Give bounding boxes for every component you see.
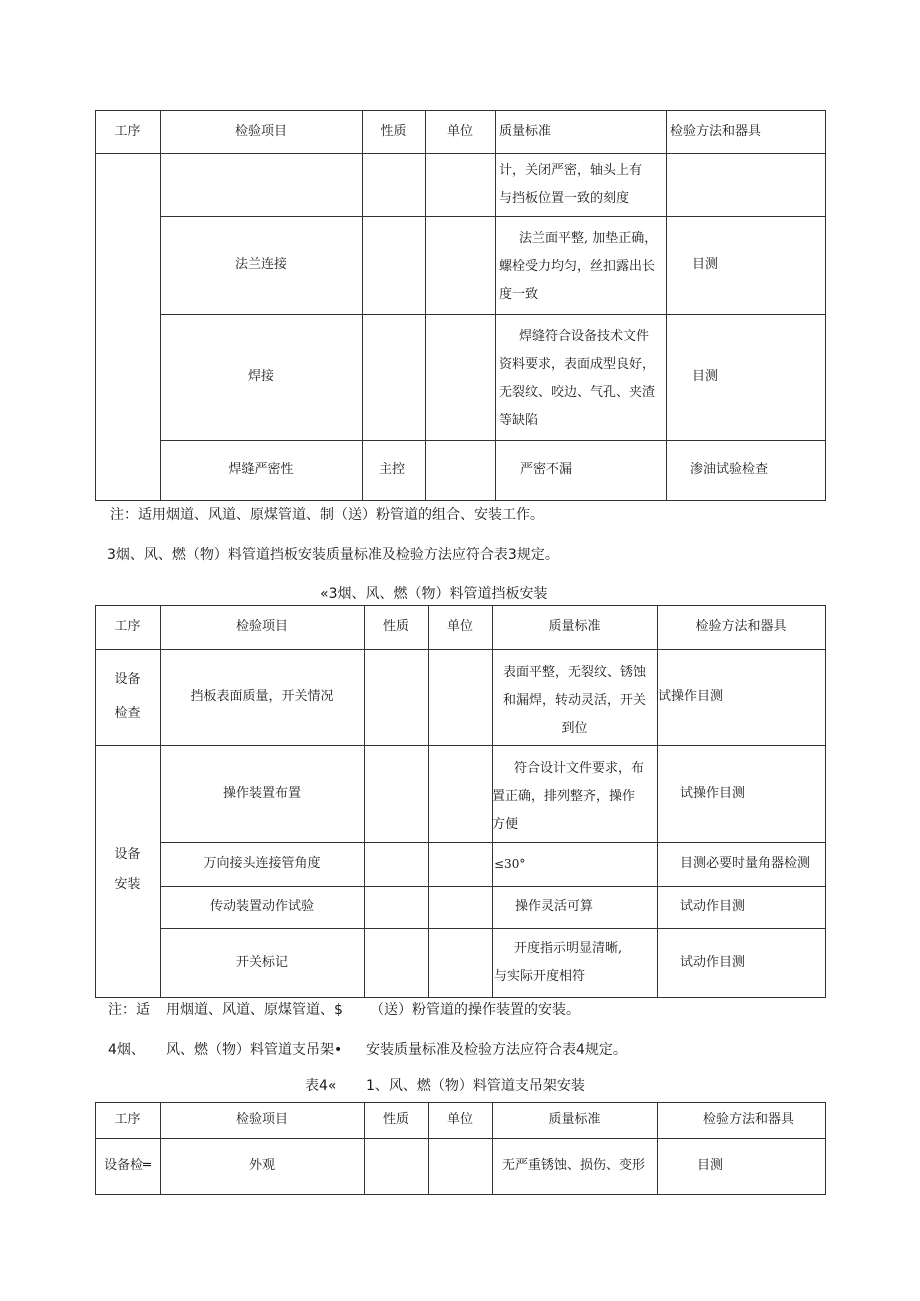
t3-header-unit: 单位 xyxy=(446,1112,473,1127)
note-2-part-b: 用烟道、风道、原煤管道、$ xyxy=(166,1002,343,1018)
paragraph-3: 3烟、风、燃（物）料管道挡板安装质量标准及检验方法应符合表3规定。 xyxy=(107,547,559,563)
t1-header-unit: 单位 xyxy=(446,123,473,139)
t1-row4-method: 渗油试验检查 xyxy=(690,462,769,477)
t2-header-method: 检验方法和器具 xyxy=(695,619,787,634)
t2-group1-standard: 表面平整，无裂纹、锈蚀 和漏焊，转动灵活，开关 到位 xyxy=(502,665,646,736)
t1-row4-nature: 主控 xyxy=(379,462,406,477)
t2-header-standard: 质量标准 xyxy=(548,619,601,634)
t3-row1-item: 外观 xyxy=(248,1158,275,1173)
table-2-title: «3烟、风、燃（物）料管道挡板安装 xyxy=(320,586,548,602)
t1-row2-item: 法兰连接 xyxy=(234,257,287,272)
t3-row1-method: 目测 xyxy=(697,1158,724,1173)
t2-g2-row4-method: 试动作目测 xyxy=(680,954,746,970)
t1-row4-standard: 严密不漏 xyxy=(520,462,573,477)
t1-row3-item: 焊接 xyxy=(247,369,274,384)
t2-group1-process: 设备 检查 xyxy=(114,672,141,721)
t3-header-standard: 质量标准 xyxy=(548,1112,601,1127)
t2-group2-process: 设备 安装 xyxy=(114,847,141,892)
t1-row3-method: 目测 xyxy=(692,369,719,384)
t3-header-nature: 性质 xyxy=(382,1112,409,1127)
table-3-title-part-a: 表4« xyxy=(305,1078,337,1094)
t2-g2-row2-standard: ≤30° xyxy=(494,857,526,871)
t2-group1-item: 挡板表面质量，开关情况 xyxy=(190,689,334,704)
t1-header-method: 检验方法和器具 xyxy=(670,123,762,139)
t3-header-method: 检验方法和器具 xyxy=(702,1112,794,1127)
t1-row2-standard: 法兰面平整, 加垫正确， 螺栓受力均匀，丝扣露出长 度一致 xyxy=(499,231,658,302)
t2-g2-row3-method: 试动作目测 xyxy=(680,899,746,914)
t1-row4-item: 焊缝严密性 xyxy=(228,462,294,477)
t2-g2-row2-item: 万向接头连接管角度 xyxy=(203,856,321,871)
t1-header-nature: 性质 xyxy=(380,123,407,139)
t2-g2-row1-method: 试操作目测 xyxy=(680,785,746,801)
t1-row2-method: 目测 xyxy=(692,257,719,272)
t2-g2-row2-method: 目测必要时量角器检测 xyxy=(680,856,811,871)
note-1: 注：适用烟道、风道、原煤管道、制（送）粉管道的组合、安装工作。 xyxy=(110,507,544,523)
t2-header-item: 检验项目 xyxy=(235,619,288,634)
t2-g2-row4-item: 开关标记 xyxy=(235,954,288,970)
t1-row1-standard: 计，关闭严密，轴头上有 与挡板位置一致的刻度 xyxy=(499,163,643,206)
paragraph-4-part-a: 4烟、 xyxy=(108,1042,145,1058)
note-2-part-a: 注：适 xyxy=(108,1002,150,1018)
t2-g2-row1-standard: 符合设计文件要求，布 置正确，排列整齐，操作 方便 xyxy=(492,761,645,832)
t2-header-process: 工序 xyxy=(114,619,141,634)
t2-g2-row1-item: 操作装置布置 xyxy=(222,785,301,801)
t2-header-unit: 单位 xyxy=(446,619,473,634)
t3-header-item: 检验项目 xyxy=(235,1112,288,1127)
t3-header-process: 工序 xyxy=(114,1112,141,1127)
t3-row1-standard: 无严重锈蚀、损伤、变形 xyxy=(502,1158,646,1173)
paragraph-4-part-b: 风、燃（物）料管道支吊架• xyxy=(166,1042,343,1058)
t1-header-process: 工序 xyxy=(114,123,141,139)
t1-row3-standard: 焊缝符合设备技术文件 资料要求，表面成型良好， 无裂纹、咬边、气孔、夹渣 等缺陷 xyxy=(499,329,656,428)
t2-header-nature: 性质 xyxy=(382,619,409,634)
paragraph-4-part-c: 安装质量标准及检验方法应符合表4规定。 xyxy=(366,1042,627,1058)
t1-header-standard: 质量标准 xyxy=(499,123,552,139)
t2-g2-row3-item: 传动装置动作试验 xyxy=(209,899,314,914)
t2-g2-row3-standard: 操作灵活可算 xyxy=(515,899,594,914)
table-3-title-part-b: 1、风、燃（物）料管道支吊架安装 xyxy=(366,1078,585,1094)
t1-header-item: 检验项目 xyxy=(234,123,287,139)
t2-group1-method: 试操作目测 xyxy=(658,689,724,704)
t2-g2-row4-standard: 开度指示明显清晰, 与实际开度相符 xyxy=(494,941,623,984)
t3-row1-process: 设备检═ xyxy=(104,1158,151,1173)
note-2-part-c: （送）粉管道的操作装置的安装。 xyxy=(370,1002,580,1018)
